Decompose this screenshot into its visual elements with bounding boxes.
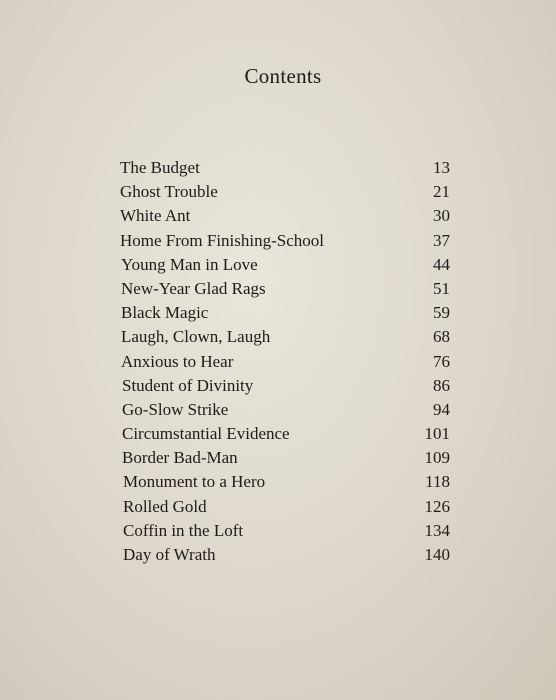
- toc-entry-title: Border Bad-Man: [122, 448, 238, 468]
- toc-entry-title: Anxious to Hear: [121, 351, 234, 371]
- toc-entry: [120, 303, 450, 327]
- toc-entry-title: Young Man in Love: [121, 254, 258, 274]
- toc-entry: [120, 497, 450, 521]
- toc-entry: [120, 182, 450, 206]
- toc-entry-title: Home From Finishing-School: [120, 230, 325, 250]
- toc-entry-page-number: 37: [433, 230, 450, 250]
- page-title: Contents: [244, 64, 322, 88]
- toc-entry: [120, 472, 450, 496]
- toc-entry: [120, 327, 450, 351]
- toc-entry-page-number: 51: [433, 278, 450, 298]
- toc-entry: [120, 545, 450, 569]
- toc-entry: [120, 376, 450, 400]
- toc-entry: [120, 448, 450, 472]
- toc-entry: [120, 424, 450, 448]
- toc-entry: [120, 352, 450, 376]
- toc-entry-page-number: 68: [433, 327, 450, 347]
- table-of-contents: [120, 158, 450, 569]
- toc-entry: [120, 231, 450, 255]
- toc-entry-title: Black Magic: [121, 303, 209, 323]
- toc-entry-title: Monument to a Hero: [123, 472, 266, 492]
- toc-entry-page-number: 109: [424, 448, 450, 468]
- toc-entry-title: Ghost Trouble: [120, 182, 218, 202]
- toc-entry: [120, 521, 450, 545]
- toc-entry-title: The Budget: [120, 158, 200, 177]
- toc-entry-page-number: 140: [424, 545, 450, 564]
- toc-entry-title: Go-Slow Strike: [122, 399, 229, 419]
- toc-entry-page-number: 30: [433, 206, 450, 226]
- toc-entry-page-number: 118: [425, 472, 450, 492]
- toc-entry: [120, 158, 450, 182]
- toc-entry-page-number: 101: [424, 424, 450, 444]
- toc-entry-title: Circumstantial Evidence: [122, 424, 290, 444]
- toc-entry-page-number: 86: [433, 375, 450, 395]
- toc-entry-title: Rolled Gold: [123, 496, 207, 516]
- toc-entry: [120, 255, 450, 279]
- toc-entry-page-number: 126: [424, 496, 450, 516]
- toc-entry-page-number: 59: [433, 303, 450, 323]
- toc-entry-page-number: 21: [433, 182, 450, 202]
- toc-entry-title: White Ant: [120, 206, 191, 226]
- toc-entry-page-number: 76: [433, 351, 450, 371]
- toc-entry-page-number: 44: [433, 254, 450, 274]
- toc-entry-title: Coffin in the Loft: [123, 520, 244, 540]
- toc-entry-title: New-Year Glad Rags: [121, 278, 266, 298]
- toc-entry: [120, 400, 450, 424]
- toc-entry-title: Laugh, Clown, Laugh: [121, 327, 271, 347]
- toc-entry-page-number: 13: [433, 158, 450, 177]
- toc-entry-page-number: 134: [424, 520, 450, 540]
- toc-entry: [120, 279, 450, 303]
- toc-entry-page-number: 94: [433, 399, 450, 419]
- toc-entry-title: Day of Wrath: [123, 545, 216, 564]
- toc-entry: [120, 206, 450, 230]
- toc-entry-title: Student of Divinity: [122, 375, 254, 395]
